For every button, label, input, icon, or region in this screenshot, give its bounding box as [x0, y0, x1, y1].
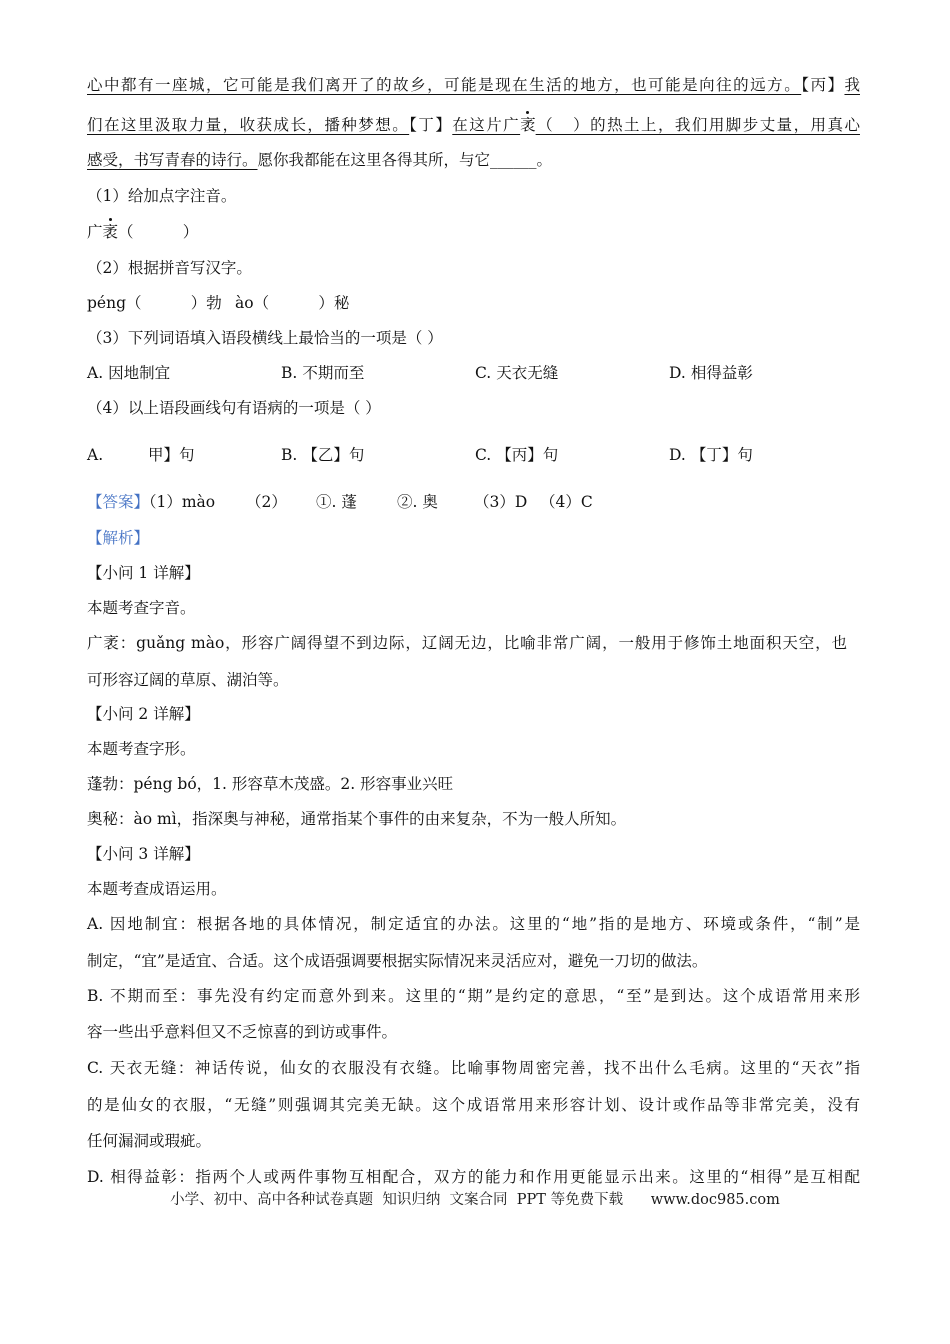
option-label: D. [669, 446, 686, 464]
analysis-text-line: 广袤：guǎng mào，形容广阔得望不到边际，辽阔无边，比喻非常广阔，一般用于修饰土地面积天空，也 [87, 634, 847, 652]
subquestion-3-intro: 本题考查成语运用。 [87, 880, 227, 898]
passage-line-3 [87, 148, 552, 172]
question-3-options [87, 361, 860, 385]
option-label: A. [87, 364, 104, 382]
option-text: 相得益彰 [690, 364, 753, 382]
analysis-text-line: 奥秘：ào mì，指深奥与神秘，通常指某个事件的由来复杂，不为一般人所知。 [87, 810, 627, 828]
sentence-text: 在这片广 [452, 116, 521, 134]
analysis-text-line: 的是仙女的衣服，“无缝”则强调其完美无缺。这个成语常用来形容计划、设计或作品等非常完美，没有 [87, 1096, 860, 1114]
option-d [669, 443, 753, 467]
subquestion-3-heading: 【小问 3 详解】 [87, 845, 200, 863]
question-1-item [87, 220, 198, 244]
option-text: 【乙】句 [302, 446, 365, 464]
analysis-text-line: 容一些出乎意料但又不乏惊喜的到访或事件。 [87, 1023, 398, 1041]
underlined-sentence: 感受，书写青春的诗行。 [87, 151, 258, 169]
answer-part: ①. 蓬 [316, 493, 357, 511]
pinyin-item: péng（ ）勃 [87, 294, 222, 312]
word-char: 广 [87, 223, 103, 241]
option-b [281, 361, 364, 385]
option-label: B. [281, 446, 298, 464]
sentence-label: 【丙】 [801, 76, 845, 94]
question-1-title: （1）给加点字注音。 [87, 187, 237, 205]
subquestion-2-heading: 【小问 2 详解】 [87, 705, 200, 723]
analysis-text-line: A. 因地制宜：根据各地的具体情况，制定适宜的办法。这里的“地”指的是地方、环境或条件，“制”是 [87, 915, 860, 933]
analysis-text-line: B. 不期而至：事先没有约定而意外到来。这里的“期”是约定的意思，“至”是到达。这个成语常用来形 [87, 987, 860, 1005]
sentence-text: （ ）的热土上，我们用脚步丈量，用真心 [535, 116, 860, 134]
option-text: 【丁】句 [690, 446, 753, 464]
emphasis-dot-char: 袤 [520, 113, 536, 137]
subquestion-1-heading: 【小问 1 详解】 [87, 564, 200, 582]
answer-blank: （ ） [118, 223, 199, 241]
option-text: 不期而至 [302, 364, 365, 382]
option-text: 【丙】句 [496, 446, 559, 464]
answer-part: （3）D [474, 493, 528, 511]
analysis-text-line: 蓬勃：péng bó，1. 形容草木茂盛。2. 形容事业兴旺 [87, 775, 454, 793]
subquestion-2-intro: 本题考查字形。 [87, 740, 196, 758]
option-text: 因地制宜 [108, 364, 171, 382]
analysis-text-line: 制定，“宜”是适宜、合适。这个成语强调要根据实际情况来灵活应对，避免一刀切的做法。 [87, 952, 708, 970]
answer-part: ②. 奥 [397, 493, 438, 511]
question-3-title: （3）下列词语填入语段横线上最恰当的一项是（ ） [87, 329, 443, 347]
option-text: 甲】句 [148, 446, 195, 464]
analysis-text-line: 任何漏洞或瑕疵。 [87, 1132, 212, 1150]
analysis-text-line: 可形容辽阔的草原、湖泊等。 [87, 671, 289, 689]
answer-line [87, 490, 860, 514]
option-label: D. [669, 364, 686, 382]
pinyin-item: ào（ ）秘 [235, 294, 350, 312]
option-b [281, 443, 364, 467]
option-label: C. [475, 364, 492, 382]
subquestion-1-intro: 本题考查字音。 [87, 599, 196, 617]
answer-label: 【答案】 [87, 493, 150, 511]
option-c [475, 443, 558, 467]
passage-line-2 [87, 113, 860, 137]
analysis-label: 【解析】 [87, 529, 150, 547]
option-label: B. [281, 364, 298, 382]
option-a [87, 443, 237, 467]
option-text: 天衣无缝 [496, 364, 559, 382]
answer-part: （2） [246, 493, 287, 511]
option-d [669, 361, 753, 385]
underlined-sentence [452, 116, 860, 134]
option-a [87, 361, 170, 385]
fill-blank: ______ [490, 151, 537, 169]
sentence-end: 。 [536, 151, 553, 169]
sentence-text: 愿你我都能在这里各得其所，与它 [257, 151, 491, 169]
analysis-text-line: C. 天衣无缝：神话传说，仙女的衣服没有衣缝。比喻事物周密完善，找不出什么毛病。这里的“天衣”指 [87, 1059, 860, 1077]
emphasis-dot-char: 袤 [103, 220, 119, 244]
answer-part: （4）C [540, 493, 593, 511]
option-label: A. [87, 446, 104, 464]
passage-line-1 [87, 73, 860, 97]
underlined-sentence: 们在这里汲取力量，收获成长，播种梦想。 [87, 116, 410, 134]
question-2-title: （2）根据拼音写汉字。 [87, 259, 252, 277]
question-4-options [87, 443, 860, 467]
underlined-sentence: 心中都有一座城，它可能是我们离开了的故乡，可能是现在生活的地方，也可能是向往的远方。 [87, 76, 802, 94]
answer-part: （1）mào [141, 493, 216, 511]
question-2-items [87, 291, 860, 315]
analysis-text-line: D. 相得益彰：指两个人或两件事物互相配合，双方的能力和作用更能显示出来。这里的“相得”是互相配 [87, 1168, 860, 1186]
question-4-title: （4）以上语段画线句有语病的一项是（ ） [87, 399, 381, 417]
underlined-sentence: 我 [844, 76, 860, 94]
option-c [475, 361, 558, 385]
option-label: C. [475, 446, 492, 464]
page-footer: 小学、初中、高中各种试卷真题 知识归纳 文案合同 PPT 等免费下载 www.doc985.com [170, 1192, 780, 1208]
sentence-label: 【丁】 [409, 116, 453, 134]
